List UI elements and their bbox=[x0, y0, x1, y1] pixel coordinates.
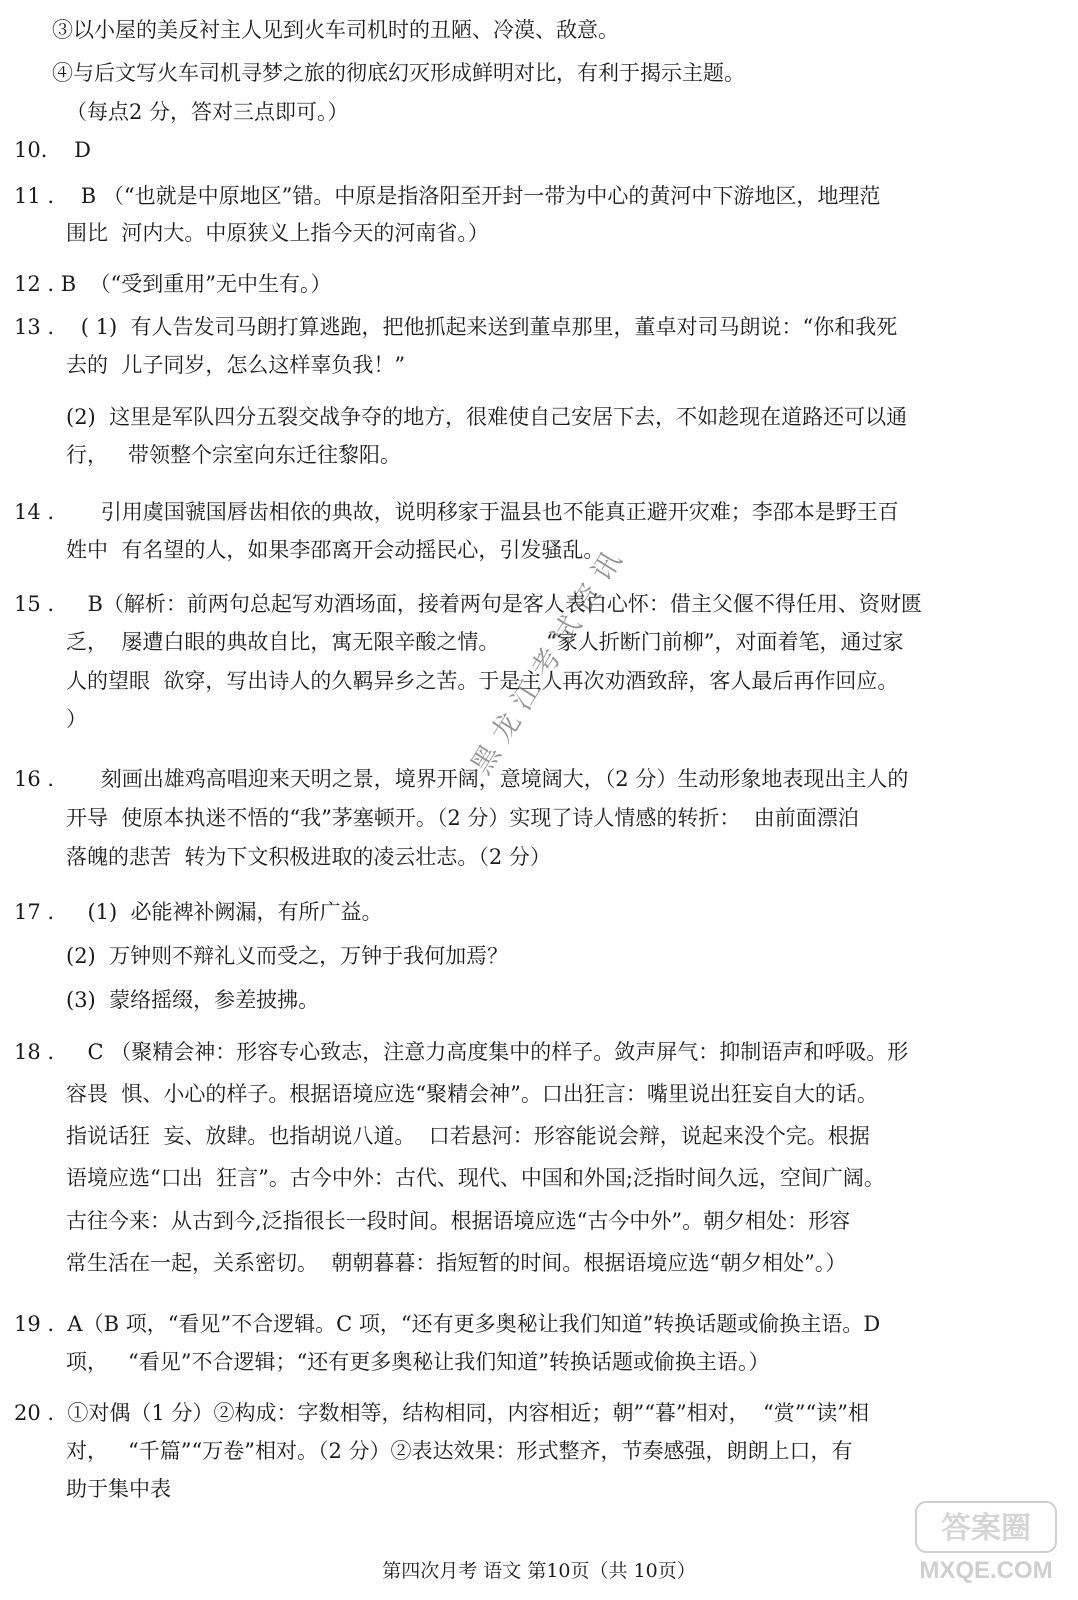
line-text: 11 . B （“也就是中原地区”错。中原是指洛阳至开封一带为中心的黄河中下游地区，地理范 bbox=[14, 184, 881, 208]
line-text: 行， 带领整个宗室向东迁往黎阳。 bbox=[66, 443, 402, 467]
page-footer: 第四次月考 语文 第10页（共 10页） bbox=[382, 1560, 696, 1582]
line-text: 12 . B （“受到重用”无中生有。） bbox=[14, 272, 332, 296]
text-line bbox=[14, 765, 908, 793]
text-line bbox=[66, 667, 898, 695]
line-text: 语境应选“口出 狂言”。古今中外：古代、现代、中国和外国;泛指时间久远，空间广阔。 bbox=[66, 1166, 885, 1190]
line-text: 助于集中表 bbox=[66, 1477, 171, 1501]
text-line bbox=[66, 351, 405, 379]
text-line bbox=[14, 313, 897, 341]
site-logo bbox=[912, 1498, 1060, 1586]
text-line bbox=[14, 270, 332, 298]
text-line bbox=[66, 536, 604, 564]
line-text: （每点2 分，答对三点即可。） bbox=[66, 100, 349, 124]
text-line bbox=[66, 1080, 878, 1108]
line-text: ④与后文写火车司机寻梦之旅的彻底幻灭形成鲜明对比，有利于揭示主题。 bbox=[52, 61, 745, 85]
line-text: 围比 河内大。中原狭义上指今天的河南省。） bbox=[66, 221, 489, 245]
svg-text:答案圈: 答案圈 bbox=[941, 1512, 1031, 1545]
line-text: 去的 儿子同岁，怎么这样辜负我！” bbox=[66, 353, 406, 377]
text-line bbox=[66, 1348, 769, 1376]
line-text: ③以小屋的美反衬主人见到火车司机时的丑陋、冷漠、敌意。 bbox=[52, 18, 619, 42]
line-text: 18 . C （聚精会神：形容专心致志，注意力高度集中的样子。敛声屏气：抑制语声和呼吸。形 bbox=[14, 1040, 909, 1064]
text-line bbox=[66, 942, 508, 970]
text-line bbox=[66, 1207, 850, 1235]
text-line bbox=[14, 1310, 880, 1338]
line-text: 14 . 引用虞国虢国唇齿相依的典故，说明移家于温县也不能真正避开灾难；李邵本是野王百 bbox=[14, 500, 899, 524]
line-text: 16 . 刻画出雄鸡高唱迎来天明之景，境界开阔，意境阔大，（2 分）生动形象地表现出主人的 bbox=[14, 767, 909, 791]
line-text: (2) 这里是军队四分五裂交战争夺的地方，很难使自己安居下去，不如趁现在道路还可以通 bbox=[66, 405, 908, 429]
text-line bbox=[66, 843, 551, 871]
text-line bbox=[14, 498, 899, 526]
line-text: 容畏 惧、小心的样子。根据语境应选“聚精会神”。口出狂言：嘴里说出狂妄自大的话。 bbox=[66, 1082, 878, 1106]
line-text: 15 . B（解析：前两句总起写劝酒场面，接着两句是客人表白心怀：借主父偃不得任用、资财匮 bbox=[14, 592, 922, 616]
text-line bbox=[14, 590, 922, 618]
line-text: 指说话狂 妄、放肆。也指胡说八道。 口若悬河：形容能说会辩，说起来没个完。根据 bbox=[66, 1124, 870, 1148]
text-line bbox=[66, 1475, 171, 1503]
line-text: 对， “千篇”“万卷”相对。（2 分）②表达效果：形式整齐，节奏感强，朗朗上口，有 bbox=[66, 1439, 853, 1463]
line-text: 常生活在一起，关系密切。 朝朝暮暮：指短暂的时间。根据语境应选“朝夕相处”。） bbox=[66, 1251, 847, 1275]
text-line bbox=[14, 136, 91, 164]
line-text: (2) 万钟则不辩礼义而受之，万钟于我何加焉？ bbox=[66, 944, 509, 968]
text-line bbox=[14, 182, 880, 210]
text-line bbox=[66, 804, 859, 832]
text-line bbox=[66, 1437, 853, 1465]
text-line bbox=[52, 16, 619, 44]
line-text: 13 . ( 1) 有人告发司马朗打算逃跑，把他抓起来送到董卓那里，董卓对司马朗说：“你和我死 bbox=[14, 315, 898, 339]
line-text: (3) 蒙络摇缀，参差披拂。 bbox=[66, 988, 320, 1012]
text-line bbox=[14, 1399, 869, 1427]
line-text: 项， “看见”不合逻辑；“还有更多奥秘让我们知道”转换话题或偷换主语。） bbox=[66, 1350, 770, 1374]
line-text: ） bbox=[66, 707, 87, 731]
text-line bbox=[14, 1038, 908, 1066]
line-text: 19 . A（B 项，“看见”不合逻辑。C 项，“还有更多奥秘让我们知道”转换话题或偷换主语。D bbox=[14, 1312, 881, 1336]
text-line bbox=[66, 403, 907, 431]
watermark: 黑龙江考试资讯 bbox=[464, 537, 634, 781]
text-line bbox=[66, 98, 349, 126]
line-text: 17 . (1) 必能裨补阙漏，有所广益。 bbox=[14, 900, 383, 924]
text-line bbox=[14, 898, 383, 926]
text-line bbox=[66, 1122, 870, 1150]
line-text: 落魄的悲苦 转为下文积极进取的凌云壮志。（2 分） bbox=[66, 845, 551, 869]
svg-text:MXQE.COM: MXQE.COM bbox=[919, 1557, 1053, 1584]
text-line bbox=[66, 628, 904, 656]
line-text: 20 . ①对偶（1 分）②构成：字数相等，结构相同，内容相近；朝”“暮”相对， “赏”“读”相 bbox=[14, 1401, 869, 1425]
text-line bbox=[52, 59, 745, 87]
text-line bbox=[66, 441, 401, 469]
text-line bbox=[66, 986, 319, 1014]
text-line bbox=[66, 705, 87, 733]
text-line bbox=[66, 1164, 885, 1192]
line-text: 10. D bbox=[14, 138, 91, 162]
text-line bbox=[66, 1249, 846, 1277]
text-line bbox=[66, 219, 489, 247]
line-text: 人的望眼 欲穿，写出诗人的久羁异乡之苦。于是主人再次劝酒致辞，客人最后再作回应。 bbox=[66, 669, 899, 693]
line-text: 开导 使原本执迷不悟的“我”茅塞顿开。（2 分）实现了诗人情感的转折： 由前面漂泊 bbox=[66, 806, 859, 830]
line-text: 古往今来：从古到今,泛指很长一段时间。根据语境应选“古今中外”。朝夕相处：形容 bbox=[66, 1209, 851, 1233]
line-text: 乏， 屡遭白眼的典故自比，寓无限辛酸之情。 “家人折断门前柳”，对面着笔，通过家 bbox=[66, 630, 904, 654]
line-text: 姓中 有名望的人，如果李邵离开会动摇民心，引发骚乱。 bbox=[66, 538, 605, 562]
